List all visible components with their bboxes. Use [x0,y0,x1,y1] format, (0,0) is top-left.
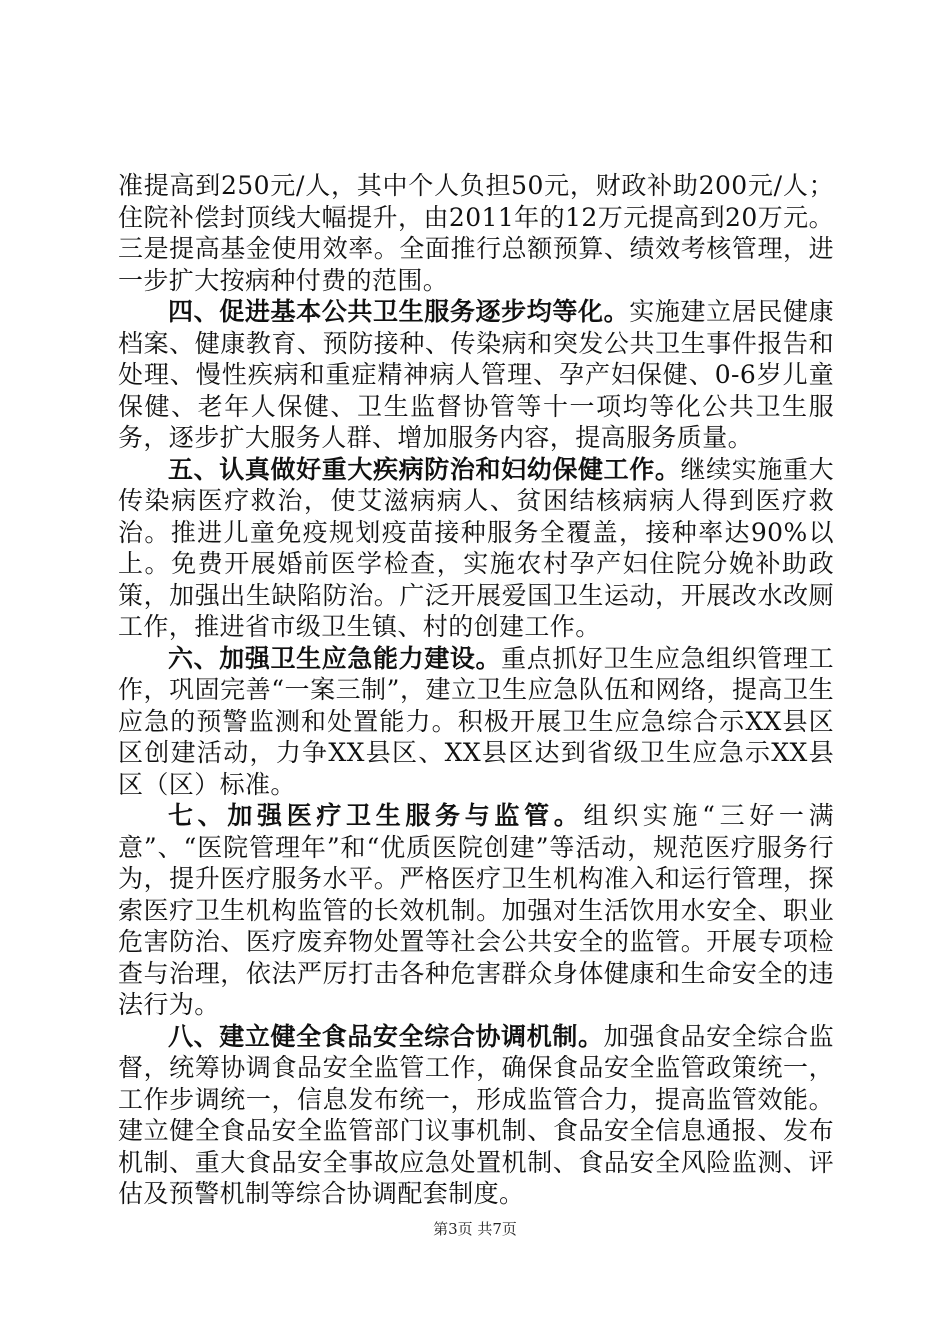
paragraph-section-7 [118,800,834,1021]
paragraph-section-8 [118,1021,834,1210]
section-heading: 八、建立健全食品安全综合协调机制。 [168,1021,604,1051]
page-number: 第3页 共7页 [433,1220,517,1238]
paragraph-text: 准提高到250元/人，其中个人负担50元，财政补助200元/人；住院补偿封顶线大幅提升，由2011年的12万元提高到20万元。三是提高基金使用效率。全面推行总额预算、绩效考核管理，进一步扩大按病种付费的范围。 [118,171,834,295]
section-heading: 七、加强医疗卫生服务与监管。 [168,801,584,830]
paragraph-text: 实施建立居民健康档案、健康教育、预防接种、传染病和突发公共卫生事件报告和处理、慢性疾病和重症精神病人管理、孕产妇保健、0-6岁儿童保健、老年人保健、卫生监督协管等十一项均等化公共卫生服务，逐步扩大服务人群、增加服务内容，提高服务质量。 [118,297,835,452]
paragraph-text: 重点抓好卫生应急组织管理工作，巩固完善“一案三制”，建立卫生应急队伍和网络，提高卫生应急的预警监测和处置能力。积极开展卫生应急综合示XX县区区创建活动，力争XX县区、XX县区达到省级卫生应急示XX县区（区）标准。 [118,643,835,799]
section-heading: 五、认真做好重大疾病防治和妇幼保健工作。 [168,454,681,484]
document-body [118,170,834,1210]
paragraph-section-6 [118,643,834,801]
page-footer [0,1218,950,1239]
paragraph-text: 组织实施“三好一满意”、“医院管理年”和“优质医院创建”等活动，规范医疗服务行为，提升医疗服务水平。严格医疗卫生机构准入和运行管理，探索医疗卫生机构监管的长效机制。加强对生活饮用水安全、职业危害防治、医疗废弃物处置等社会公共安全的监管。开展专项检查与治理，依法严厉打击各种危害群众身体健康和生命安全的违法行为。 [118,801,834,1019]
section-heading: 六、加强卫生应急能力建设。 [168,643,502,673]
paragraph-section-5 [118,454,834,643]
paragraph-text: 继续实施重大传染病医疗救治，使艾滋病病人、贫困结核病病人得到医疗救治。推进儿童免疫规划疫苗接种服务全覆盖，接种率达90%以上。免费开展婚前医学检查，实施农村孕产妇住院分娩补助政策，加强出生缺陷防治。广泛开展爱国卫生运动，开展改水改厕工作，推进省市级卫生镇、村的创建工作。 [118,454,834,641]
paragraph-text: 加强食品安全综合监督，统筹协调食品安全监管工作，确保食品安全监管政策统一，工作步调统一，信息发布统一，形成监管合力，提高监管效能。建立健全食品安全监管部门议事机制、食品安全信息通报、发布机制、重大食品安全事故应急处置机制、食品安全风险监测、评估及预警机制等综合协调配套制度。 [118,1021,834,1208]
paragraph-continuation [118,170,834,296]
section-heading: 四、促进基本公共卫生服务逐步均等化。 [168,297,630,326]
paragraph-section-4 [118,296,834,454]
